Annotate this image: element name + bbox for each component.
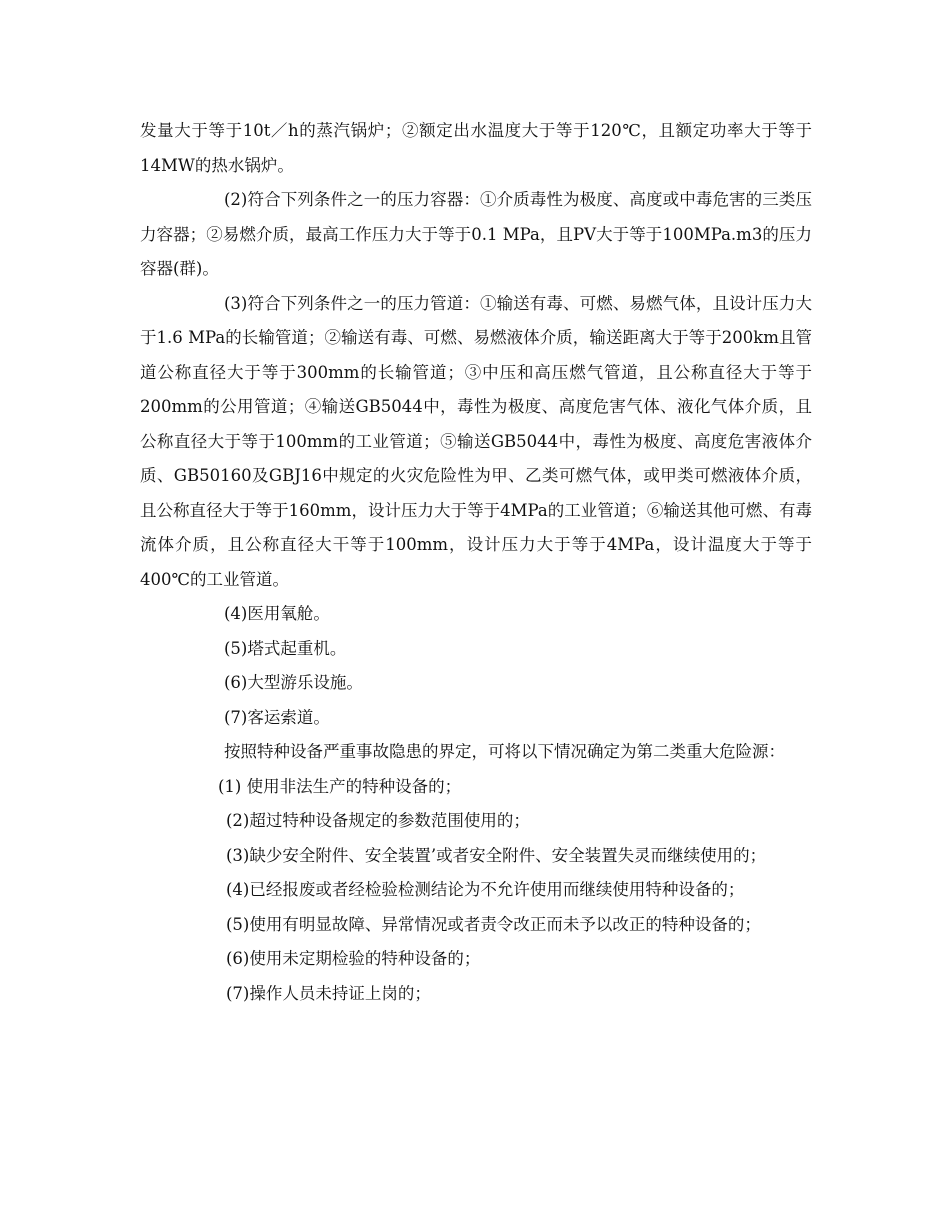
list-item-7: (7)操作人员未持证上岗的； bbox=[226, 983, 431, 1003]
paragraph-pressure-pipeline: (3)符合下列条件之一的压力管道：①输送有毒、可燃、易燃气体，且设计压力大于1.6 MPa的长输管道；②输送有毒、可燃、易燃液体介质，输送距离大于等于200km且管道公称直径大于等于300mm的长输管道；③中压和高压燃气管道，且公称直径大于等于200mm的公用管道；④输送GB5044中，毒性为极度、高度危害气体、液化气体介质，且公称直径大于等于100mm的工业管道；⑤输送GB5044中，毒性为极度、高度危害液体介质、GB50160及GBJ16中规定的火灾危险性为甲、乙类可燃气体，或甲类可燃液体介质，且公称直径大于等于160mm，设计压力大于等于4MPa的工业管道；⑥输送其他可燃、有毒流体介质，且公称直径大干等于100mm，设计压力大于等于4MPa，设计温度大于等于400℃的工业管道。 bbox=[140, 293, 812, 589]
item-amusement-facility: (6)大型游乐设施。 bbox=[224, 673, 363, 692]
list-item-4: (4)已经报废或者经检验检测结论为不允许使用而继续使用特种设备的； bbox=[226, 880, 745, 899]
item-medical-oxygen-chamber: (4)医用氧舱。 bbox=[224, 604, 330, 623]
list-item-2: (2)超过特种设备规定的参数范围使用的； bbox=[226, 811, 530, 830]
paragraph-boiler-continued: 发量大于等于10t／h的蒸汽锅炉；②额定出水温度大于等于120℃，且额定功率大于等于14MW的热水锅炉。 bbox=[140, 121, 812, 175]
list-item-3: (3)缺少安全附件、安全装置’或者安全附件、安全装置失灵而继续使用的； bbox=[226, 845, 767, 865]
item-passenger-ropeway: (7)客运索道。 bbox=[224, 707, 330, 727]
list-item-6: (6)使用未定期检验的特种设备的； bbox=[226, 949, 481, 968]
paragraph-second-class-intro: 按照特种设备严重事故隐患的界定，可将以下情况确定为第二类重大危险源： bbox=[224, 742, 785, 761]
item-tower-crane: (5)塔式起重机。 bbox=[224, 638, 347, 658]
list-item-5: (5)使用有明显故障、异常情况或者责令改正而未予以改正的特种设备的； bbox=[226, 914, 761, 934]
paragraph-pressure-vessel: (2)符合下列条件之一的压力容器：①介质毒性为极度、高度或中毒危害的三类压力容器；②易燃介质，最高工作压力大于等于0.1 MPa，且PV大于等于100MPa.m3的压力容器(群)。 bbox=[140, 190, 812, 278]
body-text bbox=[140, 114, 812, 1011]
list-item-1: (1) 使用非法生产的特种设备的； bbox=[218, 776, 462, 796]
